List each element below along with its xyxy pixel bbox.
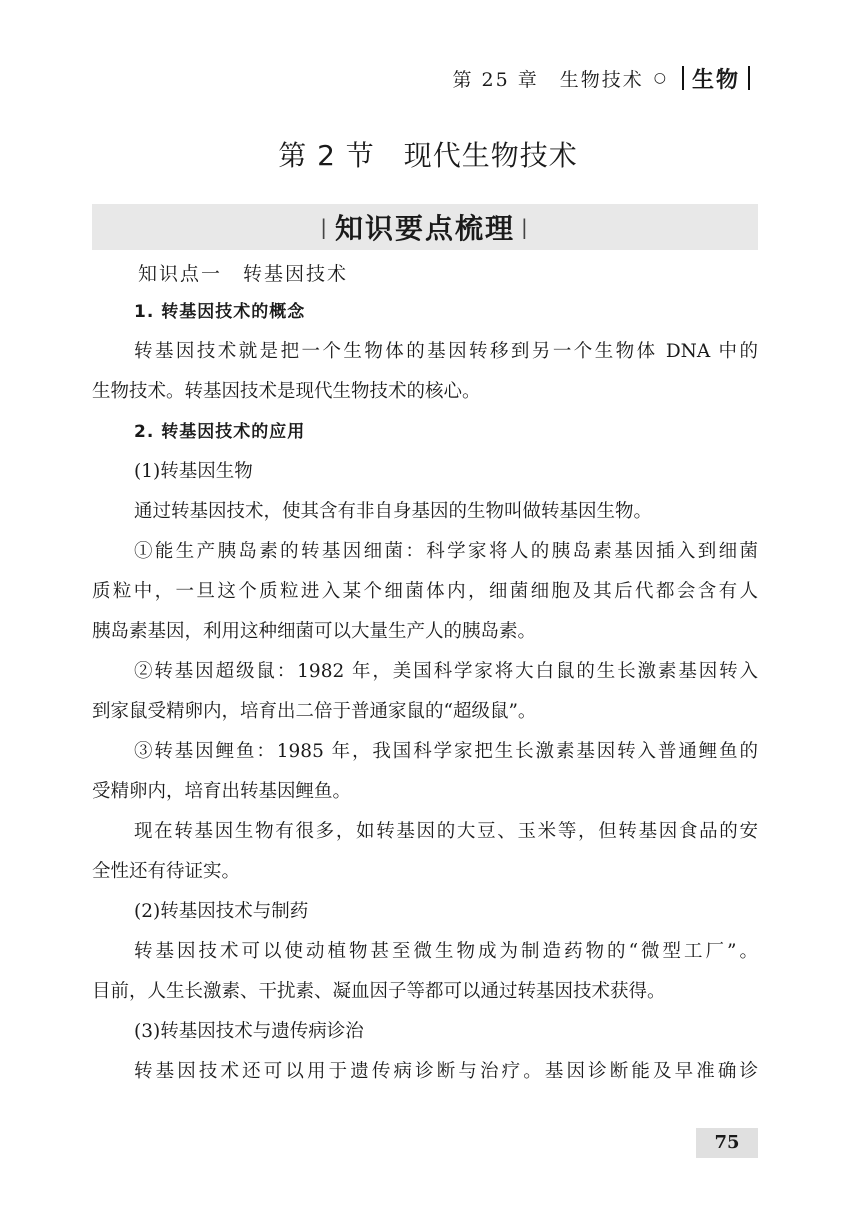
subheading-application: 2. 转基因技术的应用 (134, 422, 306, 442)
paragraph-line: 生物技术。转基因技术是现代生物技术的核心。 (92, 381, 481, 402)
paragraph-line: 转基因技术可以使动植物甚至微生物成为制造药物的“微型工厂”。 (134, 941, 758, 962)
body-text (92, 256, 758, 1092)
subheading-concept: 1. 转基因技术的概念 (134, 302, 306, 322)
subject-label: 生物 (691, 67, 740, 93)
chapter-label: 第 25 章 生物技术 (452, 68, 644, 91)
header-divider-left (682, 66, 684, 90)
paragraph-line: 质粒中，一旦这个质粒进入某个细菌体内，细菌细胞及其后代都会含有人 (92, 581, 758, 602)
paragraph-line: 转基因技术就是把一个生物体的基因转移到另一个生物体 DNA 中的 (134, 341, 758, 362)
header-divider-right (748, 66, 750, 90)
section-title: 第 2 节 现代生物技术 (278, 139, 578, 172)
knowledge-banner (92, 204, 758, 250)
paragraph-line: 目前，人生长激素、干扰素、凝血因子等都可以通过转基因技术获得。 (92, 981, 666, 1002)
running-header (453, 64, 759, 92)
paragraph-line: 转基因技术还可以用于遗传病诊断与治疗。基因诊断能及早准确诊 (134, 1061, 758, 1082)
paragraph-line: 受精卵内，培育出转基因鲤鱼。 (92, 781, 352, 802)
item-heading: (3)转基因技术与遗传病诊治 (134, 1021, 364, 1042)
banner-left-mark: | (320, 215, 329, 239)
banner-title: 知识要点梳理 (334, 212, 515, 245)
banner-right-mark: | (521, 215, 530, 239)
paragraph-line: 现在转基因生物有很多，如转基因的大豆、玉米等，但转基因食品的安 (134, 821, 758, 842)
paragraph-line: ③转基因鲤鱼：1985 年，我国科学家把生长激素基因转入普通鲤鱼的 (134, 741, 758, 762)
paragraph-line: 胰岛素基因，利用这种细菌可以大量生产人的胰岛素。 (92, 621, 537, 642)
paragraph-line: 全性还有待证实。 (92, 861, 241, 882)
paragraph-line: 通过转基因技术，使其含有非自身基因的生物叫做转基因生物。 (134, 501, 653, 522)
item-heading: (1)转基因生物 (134, 461, 253, 482)
paragraph-line: ②转基因超级鼠：1982 年，美国科学家将大白鼠的生长激素基因转入 (134, 661, 758, 682)
paragraph-line: ①能生产胰岛素的转基因细菌：科学家将人的胰岛素基因插入到细菌 (134, 541, 758, 562)
paragraph-line: 到家鼠受精卵内，培育出二倍于普通家鼠的“超级鼠”。 (92, 701, 537, 722)
page-number: 75 (696, 1128, 758, 1158)
item-heading: (2)转基因技术与制药 (134, 901, 309, 922)
knowledge-point-heading: 知识点一 转基因技术 (138, 263, 349, 285)
circle-icon: ○ (653, 70, 668, 86)
